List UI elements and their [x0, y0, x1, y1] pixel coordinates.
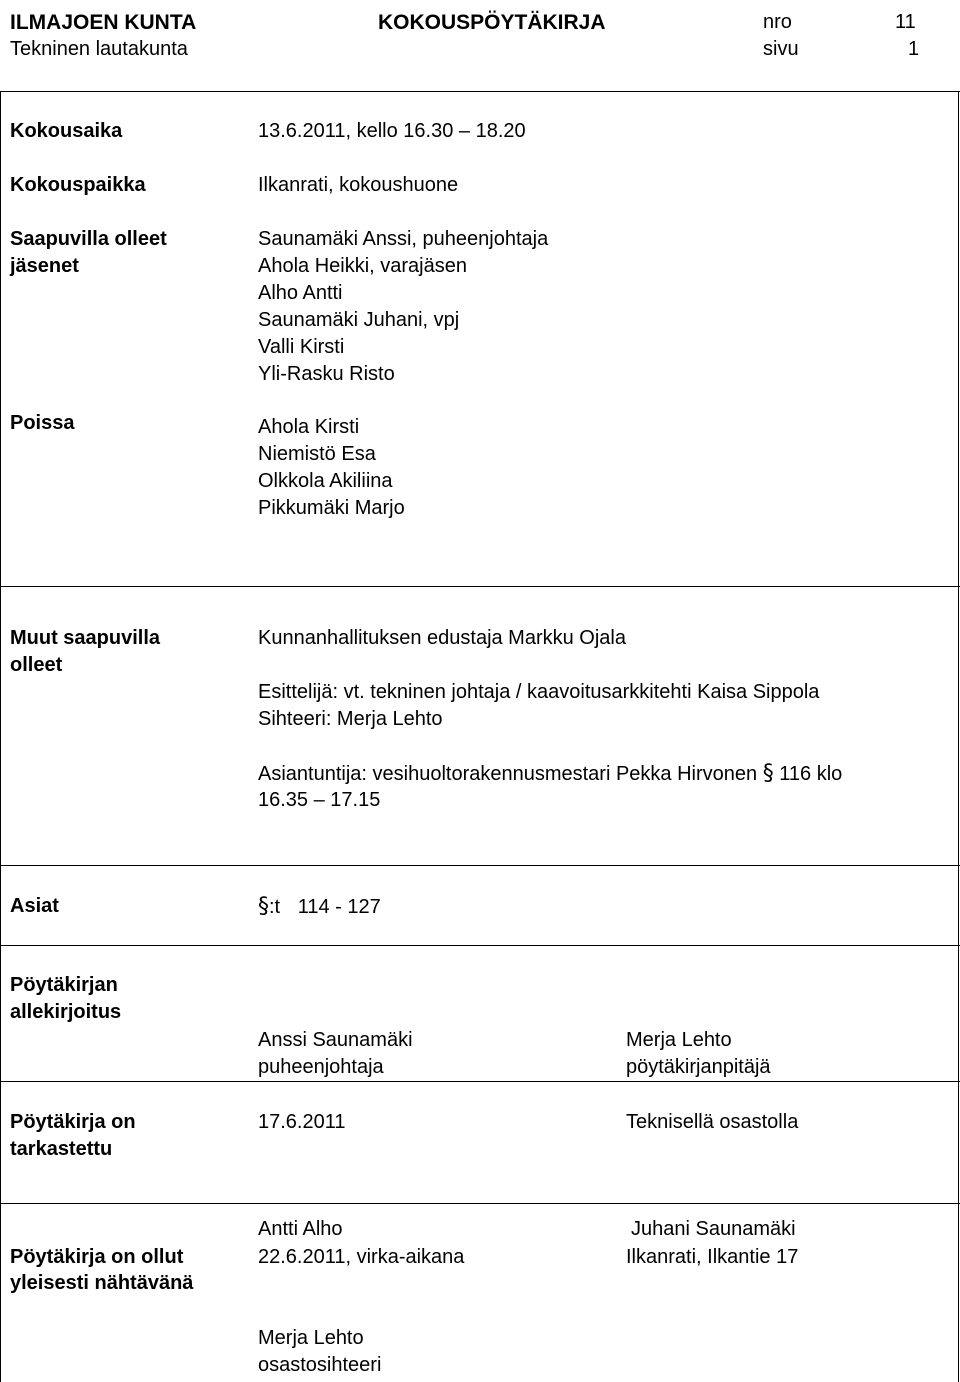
absent-member: Niemistö Esa — [258, 443, 376, 465]
page-label: sivu — [763, 38, 799, 60]
signing-label-cont: allekirjoitus — [10, 1001, 122, 1023]
absent-label: Poissa — [10, 412, 75, 434]
matters-range: 114 - 127 — [297, 896, 381, 918]
present-member: Ahola Heikki, varajäsen — [258, 255, 467, 277]
present-member: Yli-Rasku Risto — [258, 363, 395, 385]
expert-text: Asiantuntija: vesihuoltorakennusmestari Pekka Hirvonen — [258, 763, 758, 785]
signing-label: Pöytäkirjan — [10, 974, 118, 996]
signer-name: Merja Lehto — [258, 1327, 364, 1349]
section-sign-icon: § — [258, 894, 269, 919]
checked-date: 17.6.2011 — [258, 1111, 346, 1133]
section-divider — [0, 1203, 960, 1204]
checked-location: Teknisellä osastolla — [626, 1111, 799, 1133]
matters-value — [258, 893, 381, 921]
expert — [258, 760, 842, 788]
header-divider — [0, 91, 960, 92]
section-divider — [0, 1081, 960, 1082]
municipality-name: ILMAJOEN KUNTA — [10, 11, 197, 34]
checked-label-cont: tarkastettu — [10, 1138, 113, 1160]
present-member: Alho Antti — [258, 282, 343, 304]
meeting-place-label: Kokouspaikka — [10, 174, 146, 196]
left-border — [0, 91, 1, 1382]
present-members-label-cont: jäsenet — [10, 255, 79, 277]
chair-role: puheenjohtaja — [258, 1056, 384, 1078]
present-member: Saunamäki Juhani, vpj — [258, 309, 460, 331]
council-representative: Kunnanhallituksen edustaja Markku Ojala — [258, 627, 626, 649]
presenter: Esittelijä: vt. tekninen johtaja / kaavoitusarkkitehti Kaisa Sippola — [258, 681, 820, 703]
page-value: 1 — [908, 38, 920, 60]
present-member: Valli Kirsti — [258, 336, 345, 358]
absent-member: Olkkola Akiliina — [258, 470, 393, 492]
number-label: nro — [763, 11, 792, 33]
others-present-label-cont: olleet — [10, 654, 63, 676]
number-value: 11 — [895, 11, 916, 33]
others-present-label: Muut saapuvilla — [10, 627, 161, 649]
meeting-time-label: Kokousaika — [10, 120, 123, 142]
section-divider — [0, 865, 960, 866]
absent-member: Pikkumäki Marjo — [258, 497, 405, 519]
public-display-label: Pöytäkirja on ollut — [10, 1246, 184, 1268]
matters-label: Asiat — [10, 895, 59, 917]
secretary-role: pöytäkirjanpitäjä — [626, 1056, 771, 1078]
present-members-label: Saapuvilla olleet — [10, 228, 167, 250]
expert-section: 116 klo — [779, 763, 843, 785]
public-display-label-cont: yleisesti nähtävänä — [10, 1272, 194, 1294]
matters-suffix: :t — [269, 896, 281, 918]
section-divider — [0, 586, 960, 587]
signer-title: osastosihteeri — [258, 1354, 382, 1376]
present-member: Saunamäki Anssi, puheenjohtaja — [258, 228, 549, 250]
document-type: KOKOUSPÖYTÄKIRJA — [378, 11, 606, 34]
secretary: Sihteeri: Merja Lehto — [258, 708, 443, 730]
checker-two: Juhani Saunamäki — [631, 1218, 796, 1240]
right-border — [958, 91, 959, 1382]
meeting-time-value: 13.6.2011, kello 16.30 – 18.20 — [258, 120, 526, 142]
meeting-place-value: Ilkanrati, kokoushuone — [258, 174, 459, 196]
board-name: Tekninen lautakunta — [10, 38, 188, 60]
public-display-place: Ilkanrati, Ilkantie 17 — [626, 1246, 799, 1268]
absent-member: Ahola Kirsti — [258, 416, 360, 438]
expert-time: 16.35 – 17.15 — [258, 789, 381, 811]
secretary-name: Merja Lehto — [626, 1029, 732, 1051]
section-divider — [0, 945, 960, 946]
section-sign-icon: § — [762, 761, 774, 786]
checked-label: Pöytäkirja on — [10, 1111, 136, 1133]
chair-name: Anssi Saunamäki — [258, 1029, 413, 1051]
checker-one: Antti Alho — [258, 1218, 343, 1240]
public-display-date: 22.6.2011, virka-aikana — [258, 1246, 465, 1268]
